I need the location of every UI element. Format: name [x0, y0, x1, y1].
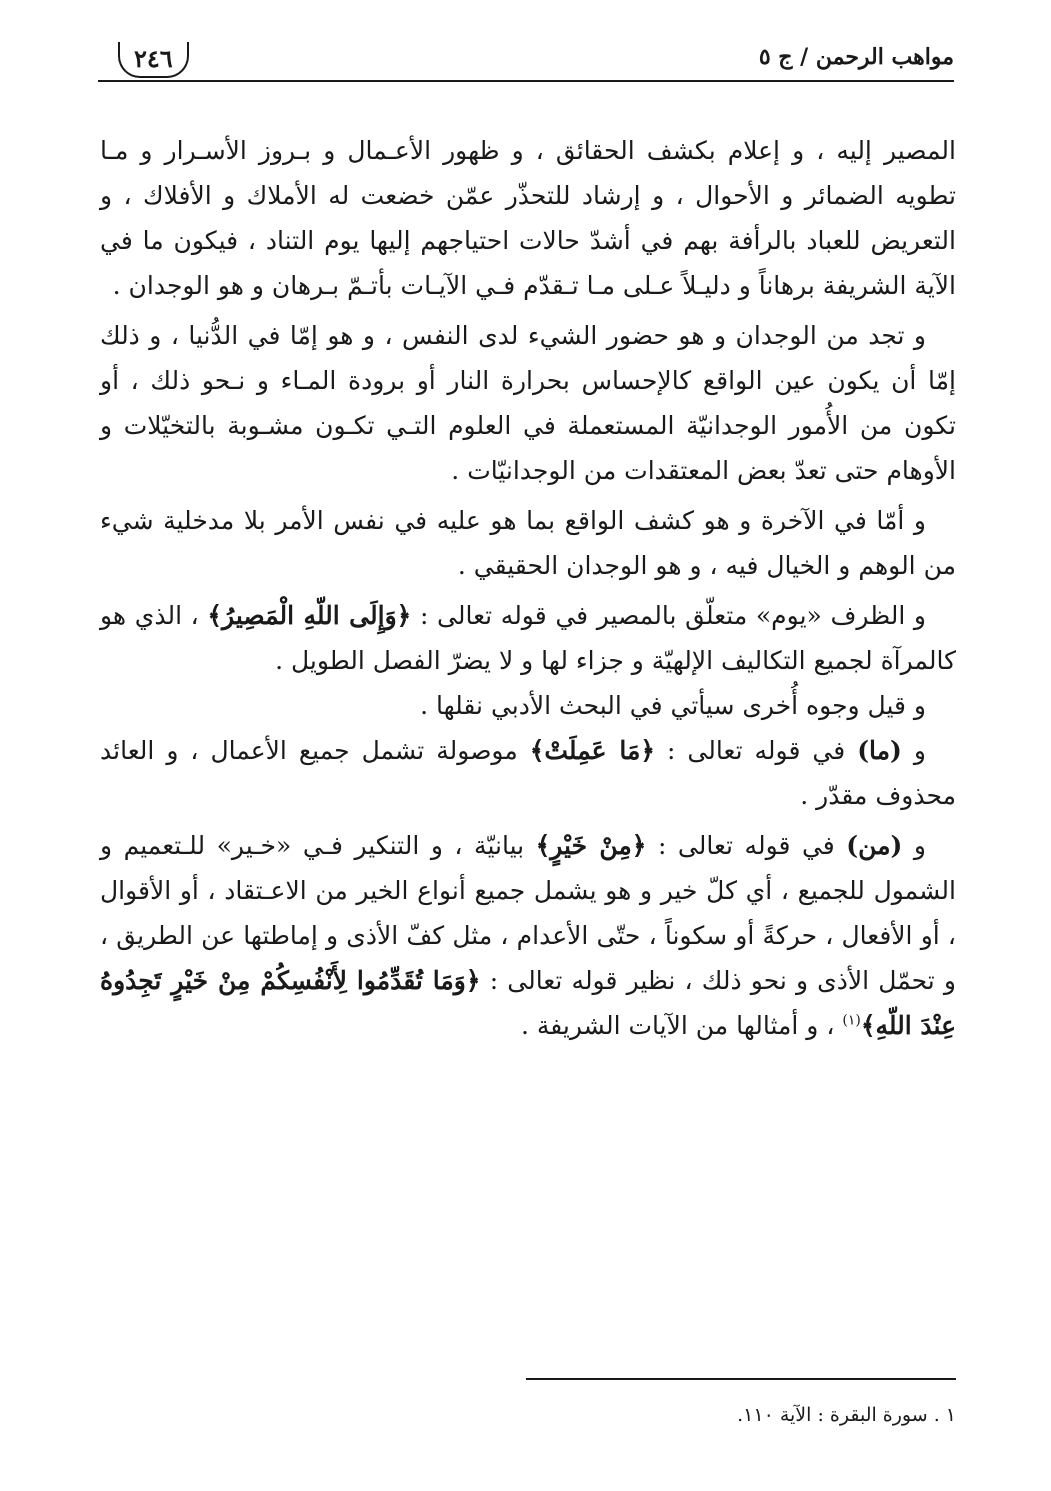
quran-verse-min-khayr: ﴿مِنْ خَيْرٍ﴾ — [535, 831, 647, 860]
keyword-min: (من) — [846, 831, 903, 860]
paragraph-5: و قيل وجوه أُخرى سيأتي في البحث الأدبي نقلها . — [420, 691, 926, 720]
keyword-ma: (ما) — [857, 736, 902, 765]
page-number: ٢٤٦ — [118, 42, 189, 78]
page-header — [98, 38, 954, 90]
paragraph-7-text-before: و — [902, 831, 926, 860]
paragraph-7-text-middle: في قوله تعالى : — [646, 831, 847, 860]
footnote-rule — [526, 1378, 956, 1380]
header-rule — [98, 80, 954, 82]
quran-verse-ma-amilat: ﴿مَا عَمِلَتْ﴾ — [529, 736, 655, 765]
running-title: مواهب الرحمن / ج ٥ — [758, 44, 954, 70]
paragraph-3: و أمّا في الآخرة و هو كشف الواقع بما هو عليه في نفس الأمر بلا مدخلية شيء من الوهم و الخيال فيه ، و هو الوجدان الحقيقي . — [100, 506, 956, 580]
paragraph-6-text-before: و — [901, 736, 926, 765]
paragraph-4-text-after: ، الذي هو كالمرآة لجميع التكاليف الإلهيّة و جزاء لها و لا يضرّ الفصل الطويل . — [100, 601, 956, 675]
paragraph-7 — [100, 823, 956, 1048]
quran-verse-almasir: ﴿وَإِلَى اللّهِ الْمَصِيرُ﴾ — [207, 601, 412, 630]
paragraph-4-text-before: و الظرف «يوم» متعلّق بالمصير في قوله تعالى : — [411, 601, 926, 630]
footnote: ١ . سورة البقرة : الآية ١١٠. — [737, 1404, 956, 1426]
paragraph-1: المصير إليه ، و إعلام بكشف الحقائق ، و ظهور الأعـمال و بـروز الأسـرار و مـا تطويه الضمائر و الأحوال ، و إرشاد للتحذّر عمّن خضعت له الأملاك و الأفلاك ، و التعريض للعباد بالرأفة بهم في أشدّ حالات احتياجهم إليها يوم التناد ، فيكون ما في الآية الشريفة برهاناً و دليـلاً عـلى مـا تـقدّم فـي الآيـات بأتـمّ بـرهان و هو الوجدان . — [100, 136, 956, 300]
paragraph-6-text-after: موصولة تشمل جميع الأعمال ، و العائد محذوف مقدّر . — [100, 736, 956, 810]
footnote-reference[interactable]: (١) — [842, 1012, 861, 1029]
paragraph-4 — [100, 593, 956, 683]
paragraph-2: و تجد من الوجدان و هو حضور الشيء لدى النفس ، و هو إمّا في الدُّنيا ، و ذلك إمّا أن يكون عين الواقع كالإحساس بحرارة النار أو برودة المـاء و نـحو ذلك ، أو تكون من الأُمور الوجدانيّة المستعملة في العلوم التـي تكـون مشـوبة بالتخيّلات و الأوهام حتى تعدّ بعض المعتقدات من الوجدانيّات . — [100, 321, 956, 485]
paragraph-7-text-1: بيانيّة ، و التنكير فـي «خـير» للـتعميم و الشمول للجميع ، أي كلّ خير و هو يشمل جميع أنواع الخير من الاعـتقاد ، أو الأقوال ، أو الأفعال ، حركةً أو سكوناً ، حتّى الأعدام ، مثل كفّ الأذى و إماطتها عن الطريق ، و تحمّل الأذى و نحو ذلك ، نظير قوله تعالى : — [100, 831, 956, 995]
paragraph-6-text-middle: في قوله تعالى : — [655, 736, 858, 765]
paragraph-7-text-2: ، و أمثالها من الآيات الشريفة . — [520, 1011, 843, 1040]
paragraph-6 — [100, 728, 956, 818]
body-text — [100, 128, 956, 1048]
quran-verse-ma-tuqaddimu: ﴿وَمَا تُقَدِّمُوا لِأَنْفُسِكُمْ مِنْ خَيْرٍ تَجِدُوهُ عِنْدَ اللّهِ﴾ — [100, 966, 956, 1040]
